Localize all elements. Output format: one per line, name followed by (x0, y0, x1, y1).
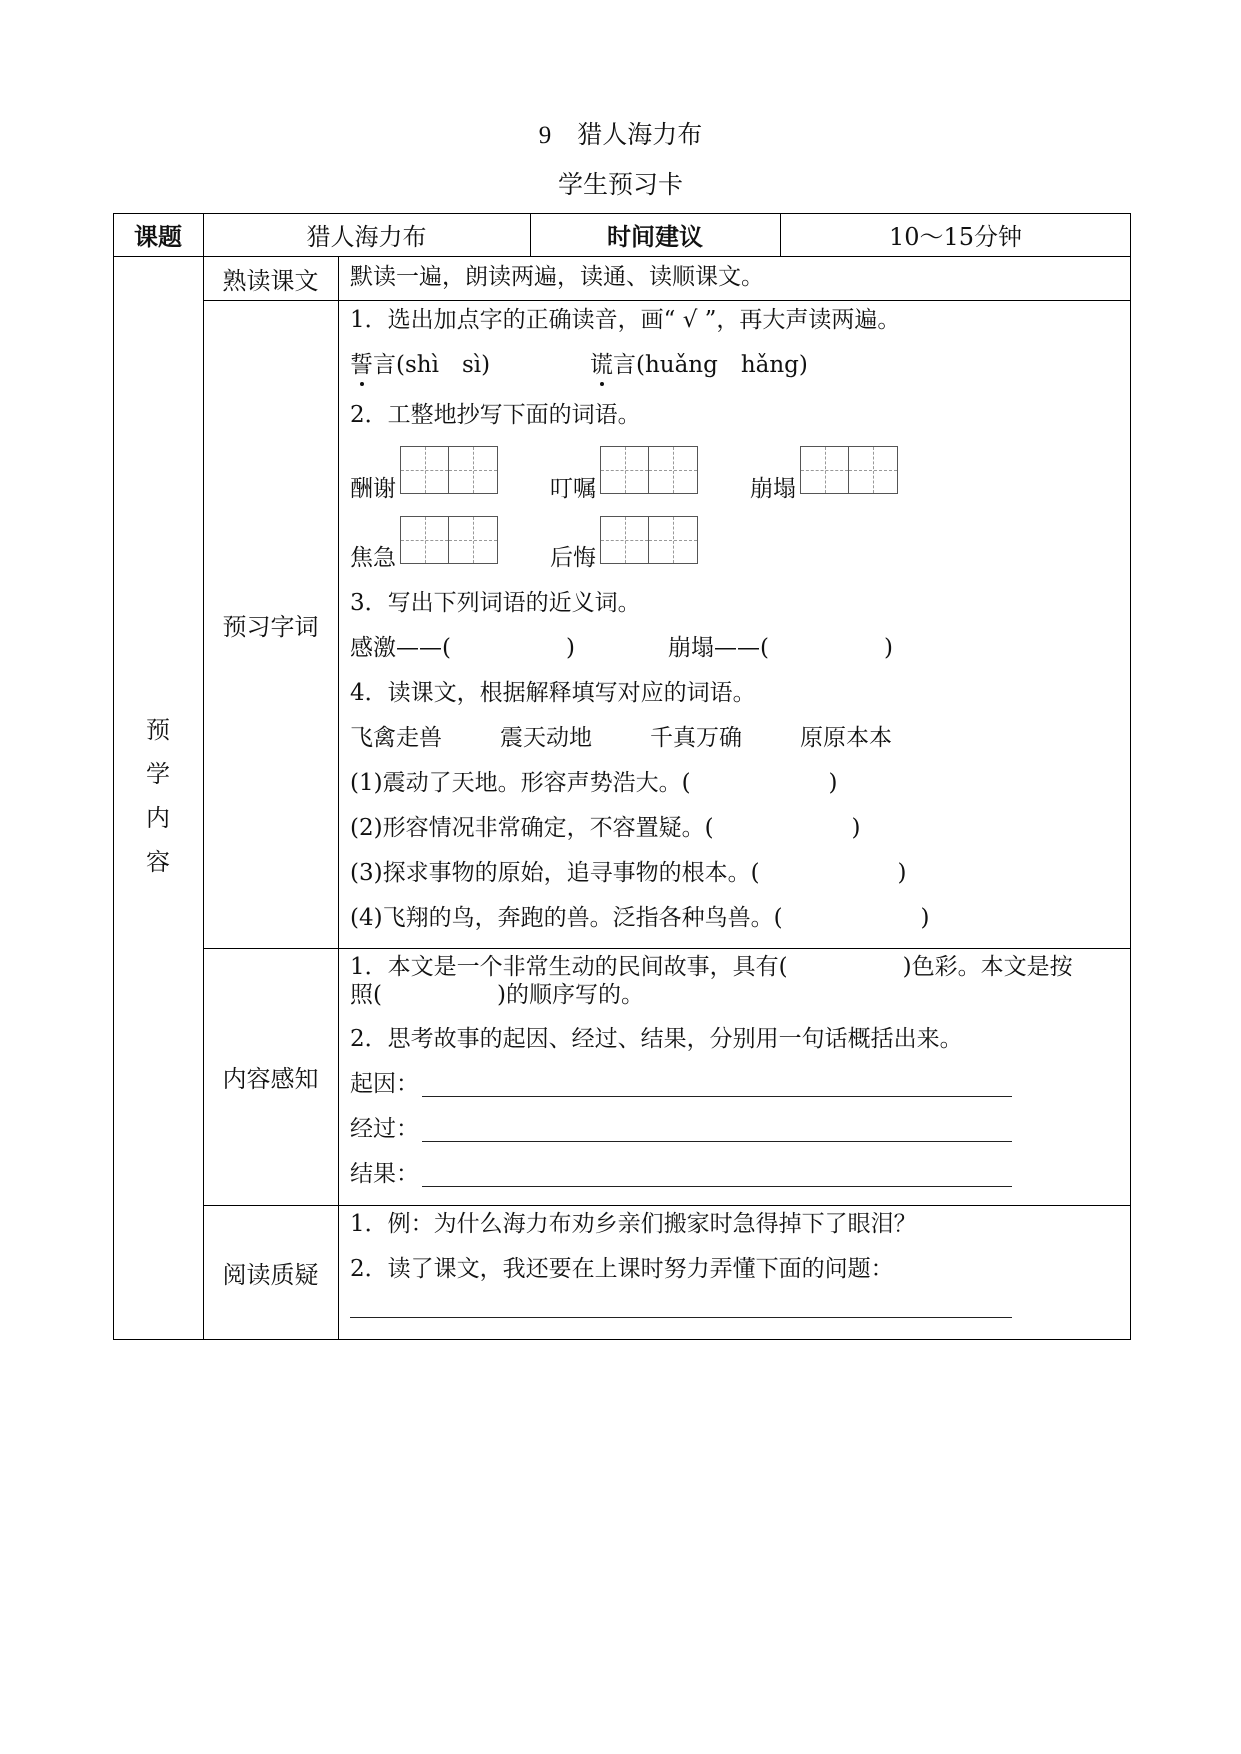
copy-word: 后悔 (550, 545, 596, 571)
topic-value: 猎人海力布 (306, 223, 427, 251)
preview-q2: 2．工整地抄写下面的词语。 (350, 402, 641, 428)
reading-q2: 2．读了课文，我还要在上课时努力弄懂下面的问题： (350, 1256, 894, 1282)
card-subtitle: 学生预习卡 (557, 170, 683, 199)
result-label: 结果： (350, 1161, 419, 1187)
read-text-label: 熟读课文 (222, 266, 319, 295)
answer-line[interactable] (422, 1141, 1012, 1142)
dotted-char: 誓 (350, 352, 373, 378)
preview-q1: 1．选出加点字的正确读音，画“ √ ”，再大声读两遍。 (350, 307, 901, 333)
synonym-item-1: 感激——( ) (350, 635, 575, 661)
section-label-char: 内 (146, 804, 170, 832)
perception-q2: 2．思考故事的起因、经过、结果，分别用一句话概括出来。 (350, 1026, 963, 1052)
answer-line[interactable] (350, 1317, 1012, 1318)
pinyin-item-2 (590, 350, 808, 380)
lesson-number: 9 (538, 122, 552, 149)
writing-grid[interactable] (800, 446, 898, 494)
reading-q1: 1．例：为什么海力布劝乡亲们搬家时急得掉下了眼泪？ (350, 1211, 917, 1237)
word-option: 震天动地 (500, 725, 592, 751)
section-label-char: 学 (146, 760, 170, 788)
word-option: 飞禽走兽 (350, 725, 442, 751)
time-label: 时间建议 (607, 223, 703, 251)
answer-line[interactable] (422, 1096, 1012, 1097)
pinyin-item-text: 言(shì sì) (373, 352, 491, 378)
reading-questions-label: 阅读质疑 (222, 1261, 319, 1289)
time-value: 10～15分钟 (888, 223, 1023, 251)
preview-words-label: 预习字词 (222, 612, 319, 641)
topic-label: 课题 (134, 223, 182, 251)
perception-q1-line2: 照( )的顺序写的。 (350, 982, 644, 1008)
copy-word: 崩塌 (750, 476, 796, 502)
content-perception-label: 内容感知 (222, 1065, 319, 1093)
row-divider (203, 1205, 1131, 1206)
definition-item: (3)探求事物的原始，追寻事物的根本。( ) (350, 860, 907, 886)
col-divider (338, 256, 339, 1340)
definition-item: (1)震动了天地。形容声势浩大。( ) (350, 770, 838, 796)
perception-q1-line1: 1．本文是一个非常生动的民间故事，具有( )色彩。本文是按 (350, 954, 1073, 980)
lesson-title (0, 118, 1241, 153)
definition-item: (4)飞翔的鸟，奔跑的兽。泛指各种鸟兽。( ) (350, 905, 930, 931)
writing-grid[interactable] (400, 446, 498, 494)
preview-q4: 4．读课文，根据解释填写对应的词语。 (350, 680, 756, 706)
writing-grid[interactable] (600, 516, 698, 564)
section-label-preview-content (113, 708, 203, 884)
word-option: 原原本本 (800, 725, 892, 751)
section-label-char: 容 (146, 848, 170, 876)
copy-word: 叮嘱 (550, 476, 596, 502)
word-option: 千真万确 (650, 725, 742, 751)
process-label: 经过： (350, 1116, 419, 1142)
read-text-content: 默读一遍，朗读两遍，读通、读顺课文。 (350, 264, 764, 290)
pinyin-item-1 (350, 350, 490, 380)
pinyin-item-text: 言(huǎng hǎng) (613, 352, 808, 378)
preview-q3: 3．写出下列词语的近义词。 (350, 590, 641, 616)
definition-item: (2)形容情况非常确定，不容置疑。( ) (350, 815, 861, 841)
copy-word: 酬谢 (350, 476, 396, 502)
writing-grid[interactable] (600, 446, 698, 494)
row-divider (203, 300, 1131, 301)
lesson-title-text: 猎人海力布 (577, 120, 703, 149)
writing-grid[interactable] (400, 516, 498, 564)
dotted-char: 谎 (590, 352, 613, 378)
answer-line[interactable] (422, 1186, 1012, 1187)
synonym-item-2: 崩塌——( ) (668, 635, 893, 661)
cause-label: 起因： (350, 1071, 419, 1097)
row-divider (203, 948, 1131, 949)
section-label-char: 预 (146, 716, 170, 744)
copy-word: 焦急 (350, 545, 396, 571)
